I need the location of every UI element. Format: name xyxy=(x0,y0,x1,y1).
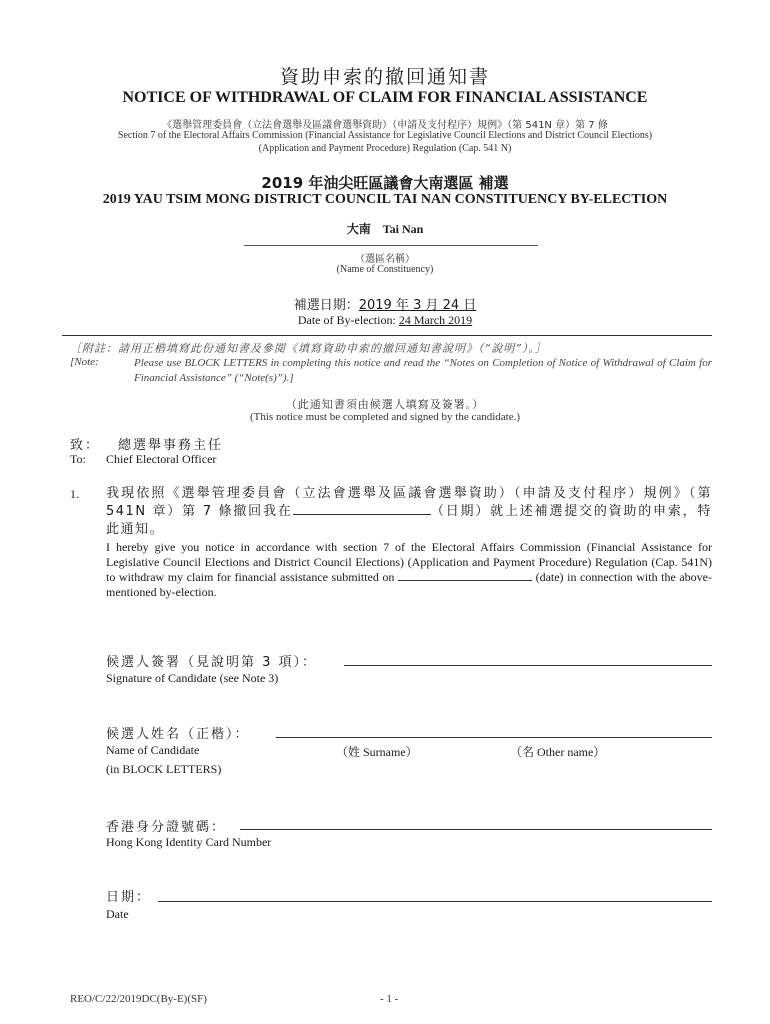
note-chinese: ［附註：請用正楷填寫此份通知書及參閱《填寫資助申索的撤回通知書說明》（“說明”）。］ xyxy=(70,342,547,355)
date-field[interactable] xyxy=(158,901,712,902)
note-english: Please use BLOCK LETTERS in completing this notice and read the “Notes on Completion of Notice of Withdrawal of Claim for Financial Assistance” (“Note(s)”).] xyxy=(134,357,712,384)
item-number: 1. xyxy=(70,487,79,501)
title-english: NOTICE OF WITHDRAWAL OF CLAIM FOR FINANCIAL ASSISTANCE xyxy=(122,89,648,106)
officer-chinese: 總選舉事務主任 xyxy=(118,438,224,453)
note-label: [Note: xyxy=(70,356,99,368)
hkid-label-english: Hong Kong Identity Card Number xyxy=(106,835,272,849)
candidate-name-field[interactable] xyxy=(276,737,712,738)
signature-label-chinese: 候選人簽署（見說明第 3 項）： xyxy=(106,655,318,670)
constituency-label-english: (Name of Constituency) xyxy=(336,264,434,275)
note-divider xyxy=(62,335,712,336)
date-value-english: 24 March 2019 xyxy=(398,313,473,327)
hkid-label-chinese: 香港身分證號碼： xyxy=(106,820,227,835)
date-field-label-chinese: 日期： xyxy=(106,890,152,905)
addressee-english xyxy=(70,452,370,468)
signature-field[interactable] xyxy=(344,665,712,666)
by-election-date-english xyxy=(0,313,770,328)
addressee-chinese xyxy=(70,434,223,453)
date-label-english: Date of By-election: xyxy=(297,313,399,327)
to-label-english: To: xyxy=(70,452,86,466)
date-label-chinese: 補選日期： xyxy=(293,298,359,313)
regulation-reference-chinese: 《選舉管理委員會（立法會選舉及區議會選舉資助）（申請及支付程序）規例》（第 541N 章）第 7 條 xyxy=(162,120,608,131)
regulation-reference-english-line2: (Application and Payment Procedure) Regulation (Cap. 541 N) xyxy=(258,143,512,154)
by-election-date-chinese xyxy=(0,294,770,313)
constituency-label-chinese: （選區名稱） xyxy=(355,254,415,265)
signing-instruction-chinese: （此通知書須由候選人填寫及簽署。） xyxy=(285,398,485,411)
regulation-reference-english-line1: Section 7 of the Electoral Affairs Commission (Financial Assistance for Legislative Council Elections and District Council Elections) xyxy=(117,130,653,141)
name-label-english-block-letters: (in BLOCK LETTERS) xyxy=(106,762,222,776)
by-election-title-english: 2019 YAU TSIM MONG DISTRICT COUNCIL TAI NAN CONSTITUENCY BY-ELECTION xyxy=(102,192,668,207)
item1-chinese-part2: （日期）就上述補選提交的資助的申索，特此通知。 xyxy=(106,504,712,537)
submission-date-blank-chinese[interactable] xyxy=(293,514,431,515)
hkid-field[interactable] xyxy=(240,829,712,830)
date-value-chinese: 2019 年 3 月 24 日 xyxy=(358,298,477,313)
item1-english-part1: I hereby give you notice in accordance with section 7 of the Electoral Affairs Commission (Financial Assistance for Legislative Council Elections and District Council Elections) (Application and Payment Procedure) Regulation (Cap. 541N) to withdraw my claim for financial assistance submitted on xyxy=(106,540,712,584)
officer-english: Chief Electoral Officer xyxy=(106,452,217,466)
surname-label: （姓 Surname） xyxy=(336,745,418,759)
item1-text-chinese xyxy=(106,485,712,539)
submission-date-blank-english[interactable] xyxy=(398,580,532,581)
by-election-title-chinese: 2019 年油尖旺區議會大南選區 補選 xyxy=(261,174,509,192)
other-name-label: （名 Other name） xyxy=(510,745,606,759)
form-code: REO/C/22/2019DC(By-E)(SF) xyxy=(70,993,207,1005)
name-label-chinese: 候選人姓名（正楷）： xyxy=(106,727,250,742)
item1-english-part2: (date) in connection with the above-mentioned by-election. xyxy=(106,570,712,599)
title-chinese: 資助申索的撤回通知書 xyxy=(279,66,490,88)
signing-instruction-english: (This notice must be completed and signed by the candidate.) xyxy=(249,411,521,423)
constituency-name: 大南 Tai Nan xyxy=(346,222,424,236)
to-label-chinese: 致： xyxy=(70,438,101,453)
page-number: - 1 - xyxy=(380,993,399,1005)
signature-label-english: Signature of Candidate (see Note 3) xyxy=(106,671,279,685)
item1-text-english xyxy=(106,540,712,600)
date-field-label-english: Date xyxy=(106,907,129,921)
constituency-underline xyxy=(244,245,538,246)
name-label-english: Name of Candidate xyxy=(106,743,200,757)
item1-chinese-part1: 我現依照《選舉管理委員會（立法會選舉及區議會選舉資助）（申請及支付程序）規例》（第 541N 章）第 7 條撤回我在 xyxy=(106,486,712,519)
